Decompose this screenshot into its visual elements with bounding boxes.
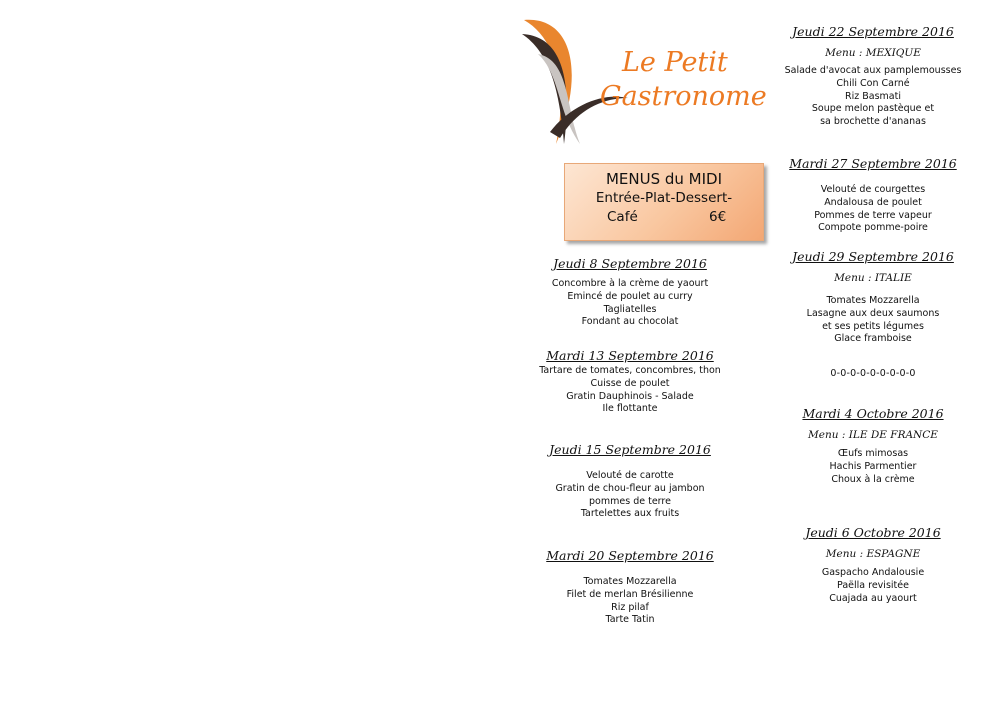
day-menu [780, 525, 966, 605]
day-menu [780, 249, 966, 346]
dish: Tomates Mozzarella [583, 576, 677, 587]
dish: Hachis Parmentier [829, 460, 917, 472]
day-date: Jeudi 29 Septembre 2016 [792, 249, 954, 264]
restaurant-logo [520, 14, 770, 149]
dish-list [780, 184, 966, 235]
formula-title: MENUS du MIDI [605, 170, 723, 188]
dish: Ile flottante [602, 403, 658, 415]
dish: Andalousa de poulet [824, 196, 922, 208]
dish: Compote pomme-poire [818, 222, 928, 234]
dish: Velouté de carotte [586, 470, 674, 481]
menu-theme: Menu : ITALIE [834, 272, 912, 284]
dish-list [780, 295, 966, 346]
day-menu [531, 348, 729, 416]
dish-list [531, 470, 729, 521]
dish-list [531, 365, 729, 416]
dish: Gratin Dauphinois - Salade [566, 390, 694, 402]
dish: Tomates Mozzarella [826, 295, 920, 306]
dish: Cuisse de poulet [590, 377, 670, 389]
dish: Cuajada au yaourt [829, 592, 917, 604]
logo-name-line2: Gastronome [600, 81, 767, 112]
dish: Gratin de chou-fleur au jambon [555, 482, 705, 494]
dish-list [780, 448, 966, 486]
dish: Œufs mimosas [837, 448, 909, 459]
lunch-formula-box [564, 163, 764, 241]
dish: et ses petits légumes [822, 320, 924, 332]
day-menu [780, 156, 966, 235]
dish: Tagliatelles [603, 303, 657, 315]
dish: Concombre à la crème de yaourt [551, 278, 709, 289]
dish: Tartare de tomates, concombres, thon [539, 365, 721, 376]
day-date: Jeudi 8 Septembre 2016 [553, 256, 707, 271]
dish: Gaspacho Andalousie [821, 567, 925, 578]
dish: Tartelettes aux fruits [580, 508, 680, 520]
menu-theme: Menu : ILE DE FRANCE [808, 429, 938, 441]
dish: Pommes de terre vapeur [814, 209, 932, 221]
dish: Riz pilaf [611, 601, 649, 613]
dish: Paëlla revisitée [837, 579, 909, 591]
dish: sa brochette d'ananas [820, 116, 926, 128]
day-date: Mardi 27 Septembre 2016 [789, 156, 957, 171]
formula-courses: Entrée-Plat-Dessert- [595, 190, 733, 206]
day-menu [780, 24, 966, 129]
formula-price: 6€ [709, 209, 727, 225]
menu-theme: Menu : ESPAGNE [825, 548, 921, 560]
dish-list [531, 576, 729, 627]
dish: Filet de merlan Brésilienne [566, 588, 694, 600]
day-menu [531, 256, 729, 329]
dish-list [780, 567, 966, 605]
dish-list [780, 65, 966, 129]
dish: Salade d'avocat aux pamplemousses [784, 65, 962, 76]
day-date: Jeudi 15 Septembre 2016 [549, 442, 711, 457]
day-menu [531, 548, 729, 627]
dish: Soupe melon pastèque et [811, 103, 935, 115]
dish: pommes de terre [589, 495, 671, 507]
logo-name-line1: Le Petit [622, 47, 728, 78]
dish-list [531, 278, 729, 329]
menu-theme: Menu : MEXIQUE [825, 47, 921, 59]
dish: Choux à la crème [831, 473, 915, 485]
dish: Velouté de courgettes [820, 184, 926, 195]
dish: Tarte Tatin [605, 614, 655, 626]
day-menu [531, 442, 729, 521]
dish: Chili Con Carné [836, 77, 910, 89]
formula-cafe: Café [607, 209, 638, 225]
day-menu [780, 406, 966, 486]
separator: 0-0-0-0-0-0-0-0-0 [830, 368, 916, 379]
dish: Riz Basmati [845, 90, 901, 102]
dish: Lasagne aux deux saumons [806, 307, 940, 319]
dish: Emincé de poulet au curry [567, 290, 693, 302]
day-date: Jeudi 22 Septembre 2016 [792, 24, 954, 39]
day-date: Mardi 20 Septembre 2016 [546, 548, 714, 563]
day-date: Mardi 13 Septembre 2016 [546, 348, 714, 363]
dish: Fondant au chocolat [581, 316, 679, 328]
dish: Glace framboise [834, 333, 912, 345]
day-date: Jeudi 6 Octobre 2016 [805, 525, 941, 540]
day-date: Mardi 4 Octobre 2016 [802, 406, 944, 421]
